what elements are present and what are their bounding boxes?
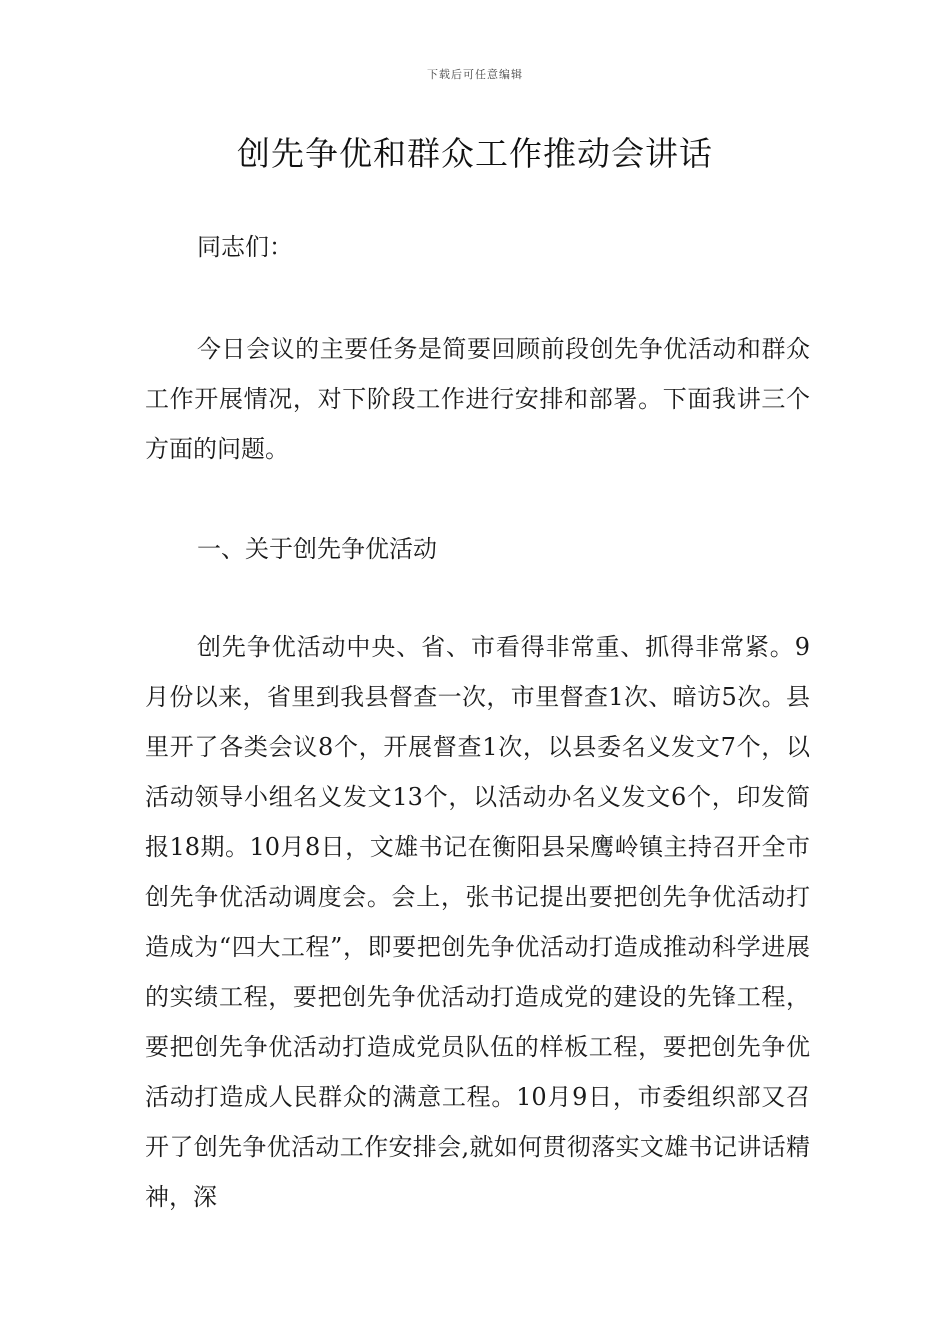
paragraph-section-1: 创先争优活动中央、省、市看得非常重、抓得非常紧。9月份以来，省里到我县督查一次，市里督查1次、暗访5次。县里开了各类会议8个，开展督查1次，以县委名义发文7个，以活动领导小组名义发文13个，以活动办名义发文6个，印发简报18期。10月8日，文雄书记在衡阳县呆鹰岭镇主持召开全市创先争优活动调度会。会上，张书记提出要把创先争优活动打造成为“四大工程”，即要把创先争优活动打造成推动科学进展的实绩工程，要把创先争优活动打造成党的建设的先锋工程，要把创先争优活动打造成党员队伍的样板工程，要把创先争优活动打造成人民群众的满意工程。10月9日，市委组织部又召开了创先争优活动工作安排会,就如何贯彻落实文雄书记讲话精神，深 [145, 633, 810, 1211]
section-heading-1: 一、关于创先争优活动 [197, 535, 437, 563]
header-note: 下载后可任意编辑 [427, 68, 523, 81]
paragraph-intro: 今日会议的主要任务是简要回顾前段创先争优活动和群众工作开展情况，对下阶段工作进行安排和部署。下面我讲三个方面的问题。 [145, 335, 810, 463]
greeting: 同志们： [197, 233, 293, 261]
document-title: 创先争优和群众工作推动会讲话 [237, 134, 713, 173]
